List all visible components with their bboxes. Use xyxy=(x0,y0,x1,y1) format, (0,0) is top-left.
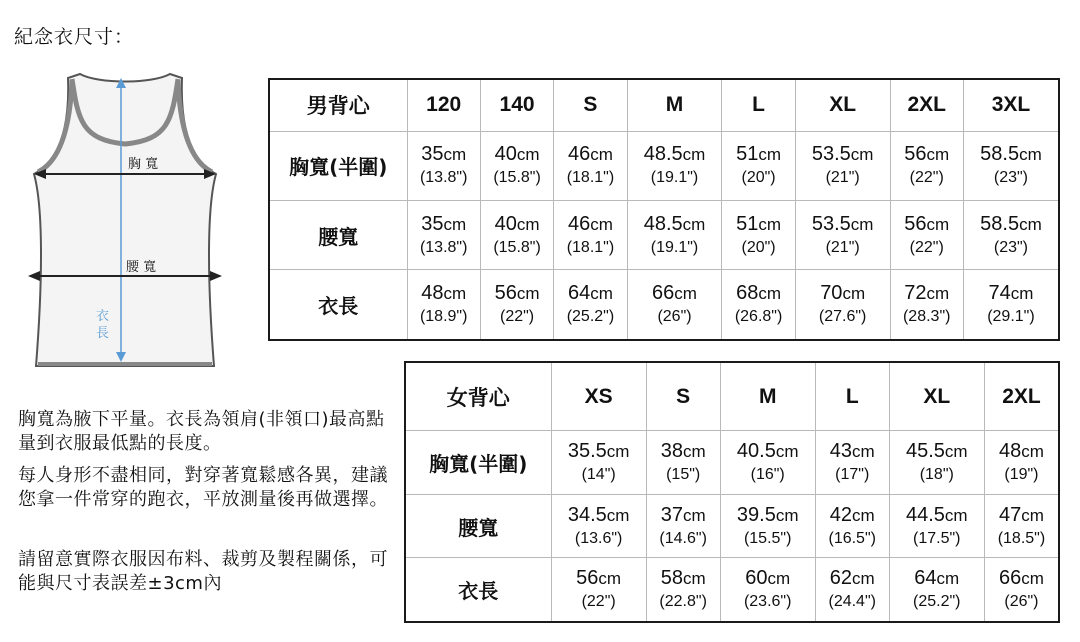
cm-number: 35 xyxy=(421,143,444,166)
cm-number: 42 xyxy=(829,503,853,526)
cm-value xyxy=(481,142,553,167)
inch-value: (18.5") xyxy=(997,529,1046,547)
men-cell xyxy=(407,270,480,340)
cm-unit: cm xyxy=(926,284,950,304)
inch-value: (16") xyxy=(750,466,785,484)
men-cell xyxy=(722,131,795,200)
cm-unit: cm xyxy=(682,569,706,589)
cm-number: 56 xyxy=(494,282,517,305)
men-row xyxy=(269,270,1059,340)
cm-value xyxy=(647,566,720,591)
women-cell xyxy=(646,431,720,495)
cm-unit: cm xyxy=(682,214,706,234)
inch-value: (22") xyxy=(909,238,944,256)
cm-value xyxy=(647,439,720,464)
page-title: 紀念衣尺寸： xyxy=(14,26,135,48)
length-label-top: 衣 xyxy=(96,309,110,324)
inch-value: (22") xyxy=(581,593,616,611)
women-cell xyxy=(889,558,984,622)
cm-value xyxy=(628,281,722,306)
cm-number: 53.5 xyxy=(811,143,851,166)
inch-value: (18.1") xyxy=(566,169,615,187)
cm-unit: cm xyxy=(758,214,782,234)
cm-unit: cm xyxy=(590,284,613,304)
cm-unit: cm xyxy=(926,145,950,165)
cm-unit: cm xyxy=(443,214,467,234)
inch-value: (13.6") xyxy=(574,529,623,547)
cm-value xyxy=(985,503,1058,528)
cm-number: 40 xyxy=(494,212,517,235)
women-cell xyxy=(720,558,815,622)
women-size-table xyxy=(404,361,1060,623)
men-cell xyxy=(627,131,722,200)
women-cell xyxy=(551,431,646,495)
cm-value xyxy=(964,212,1058,237)
cm-number: 48.5 xyxy=(643,212,683,235)
cm-value xyxy=(722,281,794,306)
cm-unit: cm xyxy=(936,569,960,589)
women-cell xyxy=(551,558,646,622)
cm-unit: cm xyxy=(674,284,697,304)
men-size-header: XL xyxy=(795,79,890,131)
men-cell xyxy=(627,200,722,269)
cm-number: 51 xyxy=(736,143,759,166)
cm-value xyxy=(408,281,480,306)
women-size-header: L xyxy=(815,362,889,431)
cm-unit: cm xyxy=(850,145,874,165)
inch-value: (20") xyxy=(741,238,776,256)
cm-number: 64 xyxy=(567,282,591,305)
women-cell xyxy=(815,558,889,622)
inch-value: (17") xyxy=(835,466,870,484)
cm-value xyxy=(891,212,963,237)
cm-number: 39.5 xyxy=(736,503,776,526)
cm-value xyxy=(552,439,646,464)
inch-value: (13.8") xyxy=(419,238,468,256)
inch-value: (26") xyxy=(1004,593,1039,611)
cm-unit: cm xyxy=(682,505,706,525)
cm-number: 56 xyxy=(904,143,927,166)
women-cell xyxy=(889,431,984,495)
cm-value xyxy=(985,439,1058,464)
women-cell xyxy=(984,494,1059,558)
women-cell xyxy=(720,431,815,495)
cm-unit: cm xyxy=(516,214,540,234)
chest-label: 胸 寬 xyxy=(128,157,159,172)
cm-unit: cm xyxy=(443,284,467,304)
cm-number: 62 xyxy=(829,567,853,590)
men-row xyxy=(269,131,1059,200)
men-size-header: L xyxy=(722,79,795,131)
men-cell xyxy=(480,131,553,200)
cm-unit: cm xyxy=(516,145,540,165)
women-row xyxy=(405,494,1059,558)
men-cell xyxy=(627,270,722,340)
women-row xyxy=(405,431,1059,495)
women-cell xyxy=(815,431,889,495)
men-cell xyxy=(890,131,963,200)
inch-value: (15.8") xyxy=(493,169,541,187)
men-cell xyxy=(407,200,480,269)
women-cell xyxy=(720,494,815,558)
cm-value xyxy=(816,503,889,528)
cm-number: 66 xyxy=(652,282,675,305)
cm-number: 38 xyxy=(660,440,683,463)
cm-number: 48.5 xyxy=(643,143,683,166)
inch-value: (26.8") xyxy=(734,308,783,326)
cm-unit: cm xyxy=(1021,505,1044,525)
women-cell xyxy=(815,494,889,558)
men-size-header: 120 xyxy=(407,79,480,131)
cm-unit: cm xyxy=(944,442,968,462)
cm-value xyxy=(985,566,1058,591)
inch-value: (23") xyxy=(993,169,1029,187)
inch-value: (15.5") xyxy=(743,529,792,547)
men-size-table xyxy=(268,78,1060,341)
cm-number: 72 xyxy=(904,282,927,305)
cm-unit: cm xyxy=(852,569,875,589)
men-cell xyxy=(407,131,480,200)
cm-number: 40.5 xyxy=(736,440,776,463)
cm-value xyxy=(647,503,720,528)
cm-value xyxy=(722,212,794,237)
women-row-label: 胸寬(半圍) xyxy=(405,431,551,495)
cm-number: 46 xyxy=(567,143,591,166)
men-row-label: 衣長 xyxy=(269,270,407,340)
cm-value xyxy=(816,566,889,591)
cm-number: 58 xyxy=(660,567,683,590)
cm-value xyxy=(628,212,722,237)
inch-value: (29.1") xyxy=(987,308,1035,326)
men-row-label: 腰寬 xyxy=(269,200,407,269)
cm-unit: cm xyxy=(682,442,706,462)
inch-value: (14.6") xyxy=(659,529,707,547)
cm-value xyxy=(408,212,480,237)
men-cell xyxy=(963,131,1059,200)
cm-unit: cm xyxy=(1010,284,1034,304)
inch-value: (22") xyxy=(909,169,944,187)
inch-value: (19") xyxy=(1004,466,1039,484)
cm-number: 56 xyxy=(904,212,927,235)
tank-top-outline xyxy=(34,74,216,366)
cm-number: 56 xyxy=(576,567,599,590)
cm-value xyxy=(796,212,890,237)
cm-number: 58.5 xyxy=(980,212,1020,235)
inch-value: (18") xyxy=(919,466,954,484)
inch-value: (23") xyxy=(993,238,1029,256)
inch-value: (18.9") xyxy=(419,308,468,326)
tank-top-diagram xyxy=(18,70,233,380)
inch-value: (19.1") xyxy=(650,169,699,187)
cm-unit: cm xyxy=(758,284,782,304)
cm-unit: cm xyxy=(1019,214,1042,234)
cm-unit: cm xyxy=(926,214,950,234)
men-size-header: 3XL xyxy=(963,79,1059,131)
inch-value: (15") xyxy=(666,466,701,484)
men-cell xyxy=(480,200,553,269)
women-cell xyxy=(646,494,720,558)
cm-number: 48 xyxy=(998,440,1022,463)
men-cell xyxy=(963,200,1059,269)
waist-label: 腰 寬 xyxy=(126,260,157,275)
cm-value xyxy=(964,142,1058,167)
inch-value: (22.8") xyxy=(659,593,707,611)
cm-value xyxy=(552,566,646,591)
cm-number: 53.5 xyxy=(811,212,851,235)
cm-value xyxy=(554,212,626,237)
cm-unit: cm xyxy=(852,442,875,462)
cm-number: 37 xyxy=(660,503,683,526)
men-row-label: 胸寬(半圍) xyxy=(269,131,407,200)
women-row-label: 衣長 xyxy=(405,558,551,622)
men-row xyxy=(269,200,1059,269)
length-label-bottom: 長 xyxy=(96,326,110,341)
cm-value xyxy=(890,503,984,528)
men-cell xyxy=(890,270,963,340)
cm-unit: cm xyxy=(944,505,968,525)
cm-value xyxy=(408,142,480,167)
cm-number: 43 xyxy=(829,440,853,463)
cm-unit: cm xyxy=(767,569,791,589)
cm-value xyxy=(722,142,794,167)
cm-number: 44.5 xyxy=(905,503,945,526)
women-size-header: XS xyxy=(551,362,646,431)
cm-value xyxy=(890,439,984,464)
cm-number: 70 xyxy=(820,282,843,305)
cm-value xyxy=(481,281,553,306)
cm-value xyxy=(796,281,890,306)
inch-value: (20") xyxy=(741,169,776,187)
cm-unit: cm xyxy=(842,284,866,304)
men-cell xyxy=(554,200,627,269)
note-measurement: 胸寬為腋下平量。衣長為領肩(非領口)最高點量到衣服最低點的長度。 xyxy=(18,409,385,454)
cm-number: 68 xyxy=(736,282,759,305)
cm-value xyxy=(816,439,889,464)
women-size-header: S xyxy=(646,362,720,431)
women-size-header: M xyxy=(720,362,815,431)
cm-number: 66 xyxy=(998,567,1022,590)
inch-value: (15.8") xyxy=(493,238,541,256)
men-cell xyxy=(795,200,890,269)
women-size-header: 2XL xyxy=(984,362,1059,431)
cm-number: 34.5 xyxy=(567,503,607,526)
cm-unit: cm xyxy=(850,214,874,234)
women-cell xyxy=(984,431,1059,495)
cm-unit: cm xyxy=(1021,442,1044,462)
inch-value: (17.5") xyxy=(913,529,961,547)
cm-value xyxy=(890,566,984,591)
men-cell xyxy=(554,131,627,200)
inch-value: (25.2") xyxy=(913,593,961,611)
men-size-header: M xyxy=(627,79,722,131)
women-cell xyxy=(646,558,720,622)
note-tolerance: 請留意實際衣服因布料、裁剪及製程關係，可能與尺寸表誤差±3cm內 xyxy=(18,549,388,594)
cm-number: 51 xyxy=(736,212,759,235)
cm-unit: cm xyxy=(682,145,706,165)
women-row-label: 腰寬 xyxy=(405,494,551,558)
women-row xyxy=(405,558,1059,622)
cm-number: 58.5 xyxy=(980,143,1020,166)
cm-unit: cm xyxy=(852,505,875,525)
cm-value xyxy=(796,142,890,167)
inch-value: (19.1") xyxy=(650,238,699,256)
inch-value: (27.6") xyxy=(818,308,867,326)
inch-value: (16.5") xyxy=(828,529,876,547)
cm-number: 35.5 xyxy=(567,440,607,463)
women-cell xyxy=(889,494,984,558)
cm-value xyxy=(552,503,646,528)
cm-unit: cm xyxy=(775,442,799,462)
cm-unit: cm xyxy=(516,284,540,304)
men-size-header: S xyxy=(554,79,627,131)
men-table-title: 男背心 xyxy=(269,79,407,131)
cm-number: 40 xyxy=(494,143,517,166)
women-header-row xyxy=(405,362,1059,431)
women-cell xyxy=(984,558,1059,622)
women-size-header: XL xyxy=(889,362,984,431)
cm-unit: cm xyxy=(606,442,630,462)
cm-unit: cm xyxy=(606,505,630,525)
cm-unit: cm xyxy=(590,214,613,234)
inch-value: (28.3") xyxy=(902,308,951,326)
men-cell xyxy=(890,200,963,269)
inch-value: (24.4") xyxy=(828,593,876,611)
cm-number: 47 xyxy=(998,503,1022,526)
inch-value: (25.2") xyxy=(566,308,615,326)
cm-number: 60 xyxy=(745,567,768,590)
cm-value xyxy=(481,212,553,237)
cm-value xyxy=(721,503,815,528)
inch-value: (13.8") xyxy=(419,169,468,187)
inch-value: (26") xyxy=(657,308,692,326)
inch-value: (18.1") xyxy=(566,238,615,256)
inch-value: (21") xyxy=(825,169,860,187)
cm-value xyxy=(554,142,626,167)
men-cell xyxy=(554,270,627,340)
men-cell xyxy=(795,131,890,200)
women-table-title: 女背心 xyxy=(405,362,551,431)
cm-value xyxy=(891,142,963,167)
cm-unit: cm xyxy=(1021,569,1044,589)
inch-value: (14") xyxy=(581,466,616,484)
inch-value: (21") xyxy=(825,238,860,256)
cm-number: 35 xyxy=(421,212,444,235)
cm-unit: cm xyxy=(1019,145,1042,165)
cm-unit: cm xyxy=(598,569,622,589)
men-size-header: 2XL xyxy=(890,79,963,131)
cm-value xyxy=(554,281,626,306)
cm-number: 64 xyxy=(914,567,937,590)
cm-value xyxy=(891,281,963,306)
cm-unit: cm xyxy=(758,145,782,165)
men-size-header: 140 xyxy=(480,79,553,131)
cm-unit: cm xyxy=(590,145,613,165)
cm-unit: cm xyxy=(443,145,467,165)
cm-value xyxy=(721,439,815,464)
men-cell xyxy=(722,270,795,340)
men-cell xyxy=(963,270,1059,340)
men-header-row xyxy=(269,79,1059,131)
cm-number: 46 xyxy=(567,212,591,235)
cm-number: 74 xyxy=(988,282,1011,305)
cm-unit: cm xyxy=(775,505,799,525)
cm-value xyxy=(964,281,1058,306)
cm-number: 48 xyxy=(421,282,444,305)
cm-value xyxy=(721,566,815,591)
men-cell xyxy=(795,270,890,340)
women-cell xyxy=(551,494,646,558)
inch-value: (23.6") xyxy=(743,593,792,611)
men-cell xyxy=(480,270,553,340)
inch-value: (22") xyxy=(499,308,535,326)
cm-number: 45.5 xyxy=(905,440,945,463)
men-cell xyxy=(722,200,795,269)
note-fit: 每人身形不盡相同，對穿著寬鬆感各異，建議您拿一件常穿的跑衣，平放測量後再做選擇。 xyxy=(18,465,388,510)
cm-value xyxy=(628,142,722,167)
